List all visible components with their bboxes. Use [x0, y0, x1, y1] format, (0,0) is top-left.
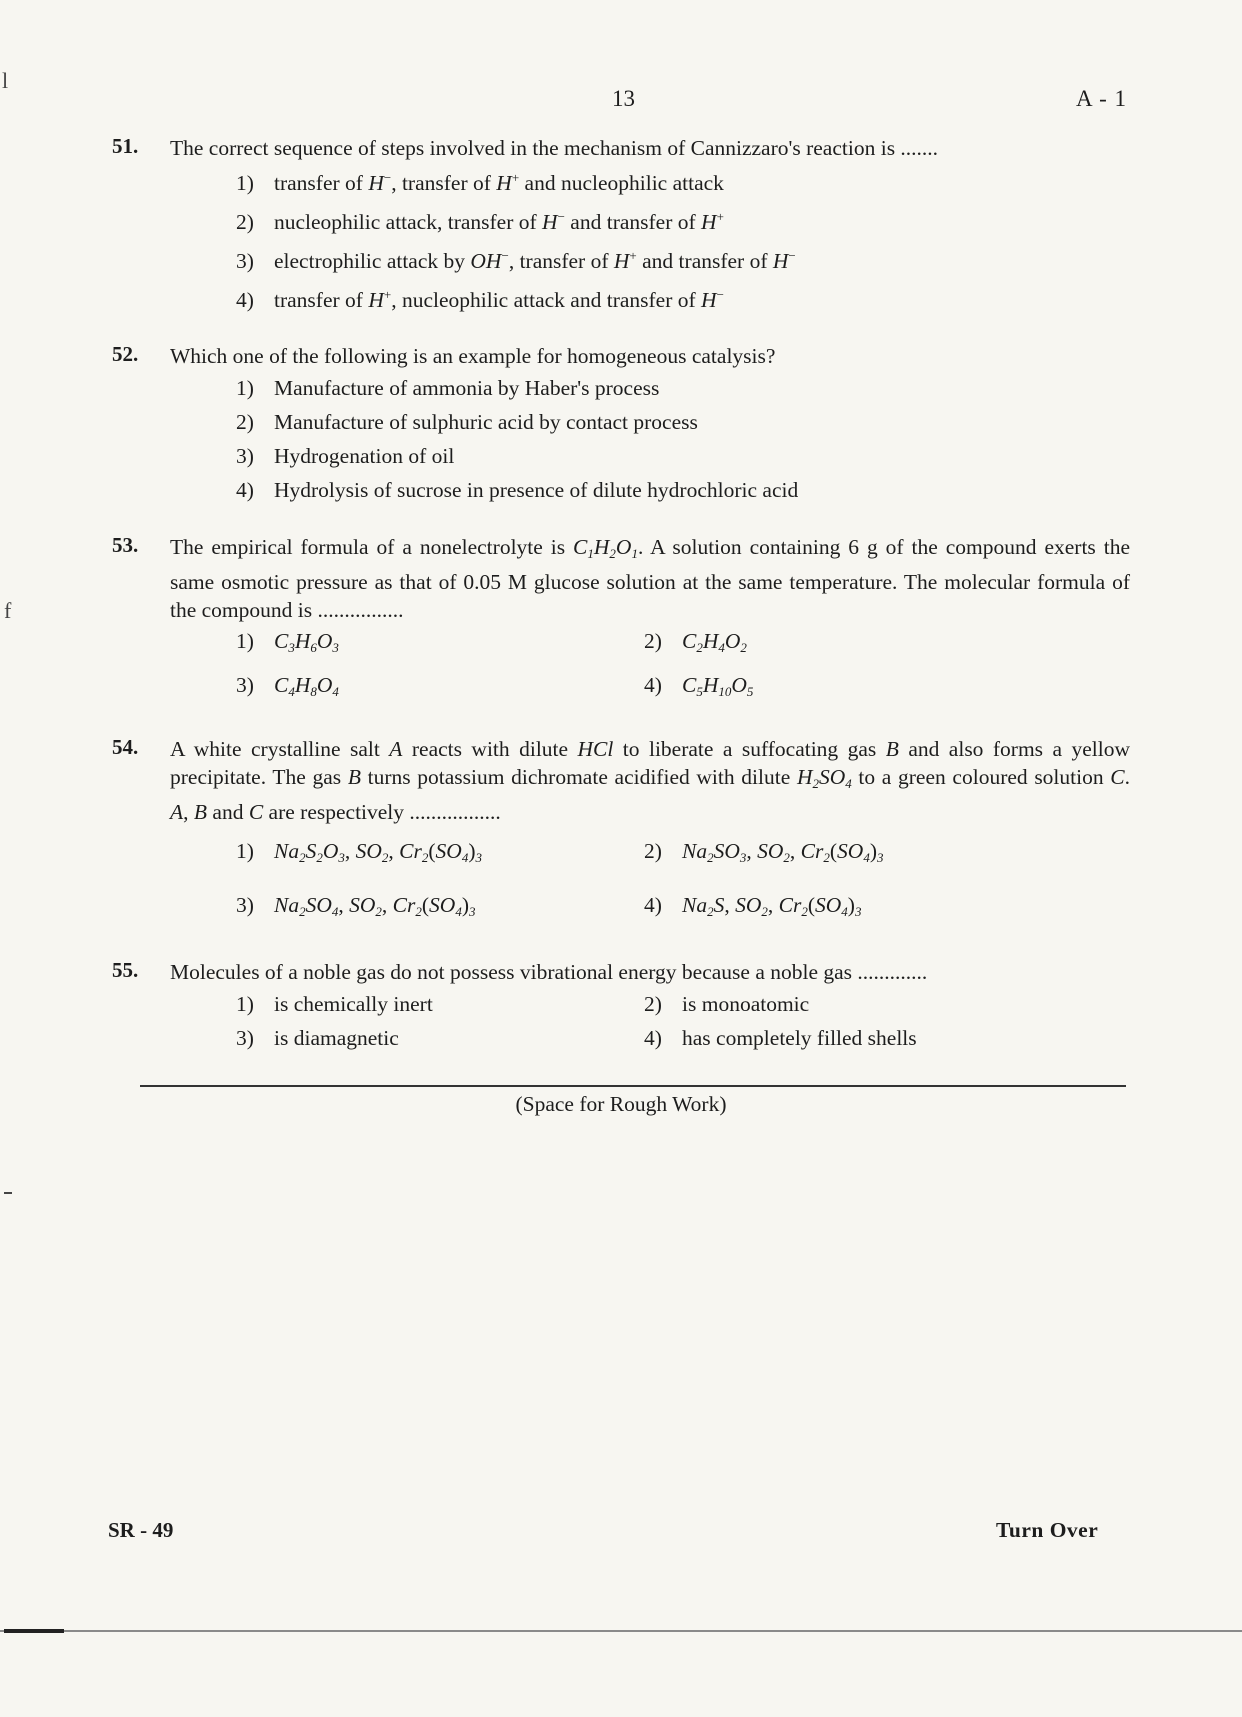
- question-text: Which one of the following is an example for homogeneous catalysis?: [170, 344, 776, 368]
- option-number: 2): [236, 410, 254, 434]
- option-number: 4): [644, 673, 662, 697]
- page-bottom-line: [0, 1630, 1242, 1632]
- option-2: [644, 629, 747, 656]
- option-2: [236, 410, 698, 435]
- series-code: SR - 49: [108, 1518, 174, 1542]
- option-text: has completely filled shells: [682, 1026, 917, 1050]
- margin-mark-middle: f: [4, 598, 12, 623]
- option-4: [236, 478, 798, 503]
- question-text: The empirical formula of a nonelectrolyte is $C_1H_2O_1$. A solution containing 6 g of the compound exerts the same osmotic pressure as that of 0.05 M glucose solution at the same temperature. The molecular formula of the compound is ................: [170, 535, 1130, 622]
- option-number: 4): [236, 288, 254, 313]
- option-number: 1): [236, 629, 254, 653]
- option-text: is chemically inert: [274, 992, 433, 1016]
- option-number: 4): [236, 478, 254, 502]
- question-number: 54.: [112, 735, 139, 759]
- option-1: [236, 376, 659, 401]
- option-number: 1): [236, 376, 254, 400]
- option-number: 2): [236, 210, 254, 235]
- option-text: Hydrogenation of oil: [274, 444, 455, 468]
- option-text: Hydrolysis of sucrose in presence of dilute hydrochloric acid: [274, 478, 799, 502]
- option-text: $Na_2S_2O_3$, $SO_2$, $Cr_2(SO_4)_3$: [274, 839, 482, 865]
- option-2: [644, 839, 884, 866]
- question-number: 52.: [112, 342, 139, 366]
- option-text: is diamagnetic: [274, 1026, 399, 1050]
- option-1: [236, 170, 724, 196]
- option-text: transfer of H−, transfer of H+ and nucleophilic attack: [274, 170, 724, 196]
- option-text: $Na_2S$, $SO_2$, $Cr_2(SO_4)_3$: [682, 893, 862, 919]
- question-text: Molecules of a noble gas do not possess vibrational energy because a noble gas .............: [170, 960, 928, 984]
- turn-over-label: Turn Over: [996, 1518, 1099, 1542]
- option-4: [236, 287, 724, 313]
- margin-mark-top: l: [2, 68, 9, 93]
- option-4: [644, 1026, 917, 1051]
- option-number: 4): [644, 893, 662, 917]
- option-number: 3): [236, 444, 254, 468]
- option-4: [644, 673, 753, 700]
- margin-dash: [4, 1192, 12, 1194]
- option-text: is monoatomic: [682, 992, 810, 1016]
- page-number: 13: [612, 86, 635, 111]
- option-number: 2): [644, 629, 662, 653]
- option-3: [236, 1026, 399, 1051]
- section-divider: [140, 1085, 1126, 1087]
- question-number: 55.: [112, 958, 139, 982]
- question-number: 51.: [112, 134, 139, 158]
- option-number: 4): [644, 1026, 662, 1050]
- option-number: 2): [644, 839, 662, 863]
- option-text: nucleophilic attack, transfer of H− and transfer of H+: [274, 209, 724, 235]
- option-1: [236, 992, 433, 1017]
- rough-work-label: (Space for Rough Work): [515, 1092, 727, 1116]
- option-number: 1): [236, 171, 254, 196]
- option-number: 3): [236, 249, 254, 274]
- option-number: 3): [236, 1026, 254, 1050]
- option-2: [644, 992, 809, 1017]
- option-number: 3): [236, 893, 254, 917]
- option-text: transfer of H+, nucleophilic attack and transfer of H−: [274, 287, 724, 313]
- question-text: A white crystalline salt A reacts with dilute HCl to liberate a suffocating gas B and also forms a yellow precipitate. The gas B turns potassium dichromate acidified with dilute $H_2SO_4$ to a green coloured solution C. A, B and C are respectively .................: [170, 737, 1130, 824]
- option-text: Manufacture of ammonia by Haber's process: [274, 376, 660, 400]
- option-text: $C_2H_4O_2$: [682, 629, 747, 655]
- option-text: Manufacture of sulphuric acid by contact process: [274, 410, 698, 434]
- option-number: 3): [236, 673, 254, 697]
- option-text: $C_5H_{10}O_5$: [682, 673, 754, 699]
- option-3: [236, 248, 796, 274]
- page-bottom-mark: [4, 1629, 64, 1633]
- option-text: electrophilic attack by OH−, transfer of H+ and transfer of H−: [274, 248, 796, 274]
- option-3: [236, 673, 339, 700]
- option-text: $Na_2SO_4$, $SO_2$, $Cr_2(SO_4)_3$: [274, 893, 476, 919]
- option-1: [236, 629, 339, 656]
- question-number: 53.: [112, 533, 139, 557]
- option-1: [236, 839, 482, 866]
- paper-code: A - 1: [1076, 86, 1127, 111]
- option-text: $C_3H_6O_3$: [274, 629, 339, 655]
- option-4: [644, 893, 861, 920]
- option-2: [236, 209, 724, 235]
- option-text: $Na_2SO_3$, $SO_2$, $Cr_2(SO_4)_3$: [682, 839, 884, 865]
- option-3: [236, 893, 476, 920]
- option-number: 1): [236, 992, 254, 1016]
- question-text: The correct sequence of steps involved in the mechanism of Cannizzaro's reaction is .......: [170, 136, 939, 160]
- option-3: [236, 444, 454, 469]
- option-number: 1): [236, 839, 254, 863]
- option-text: $C_4H_8O_4$: [274, 673, 339, 699]
- option-number: 2): [644, 992, 662, 1016]
